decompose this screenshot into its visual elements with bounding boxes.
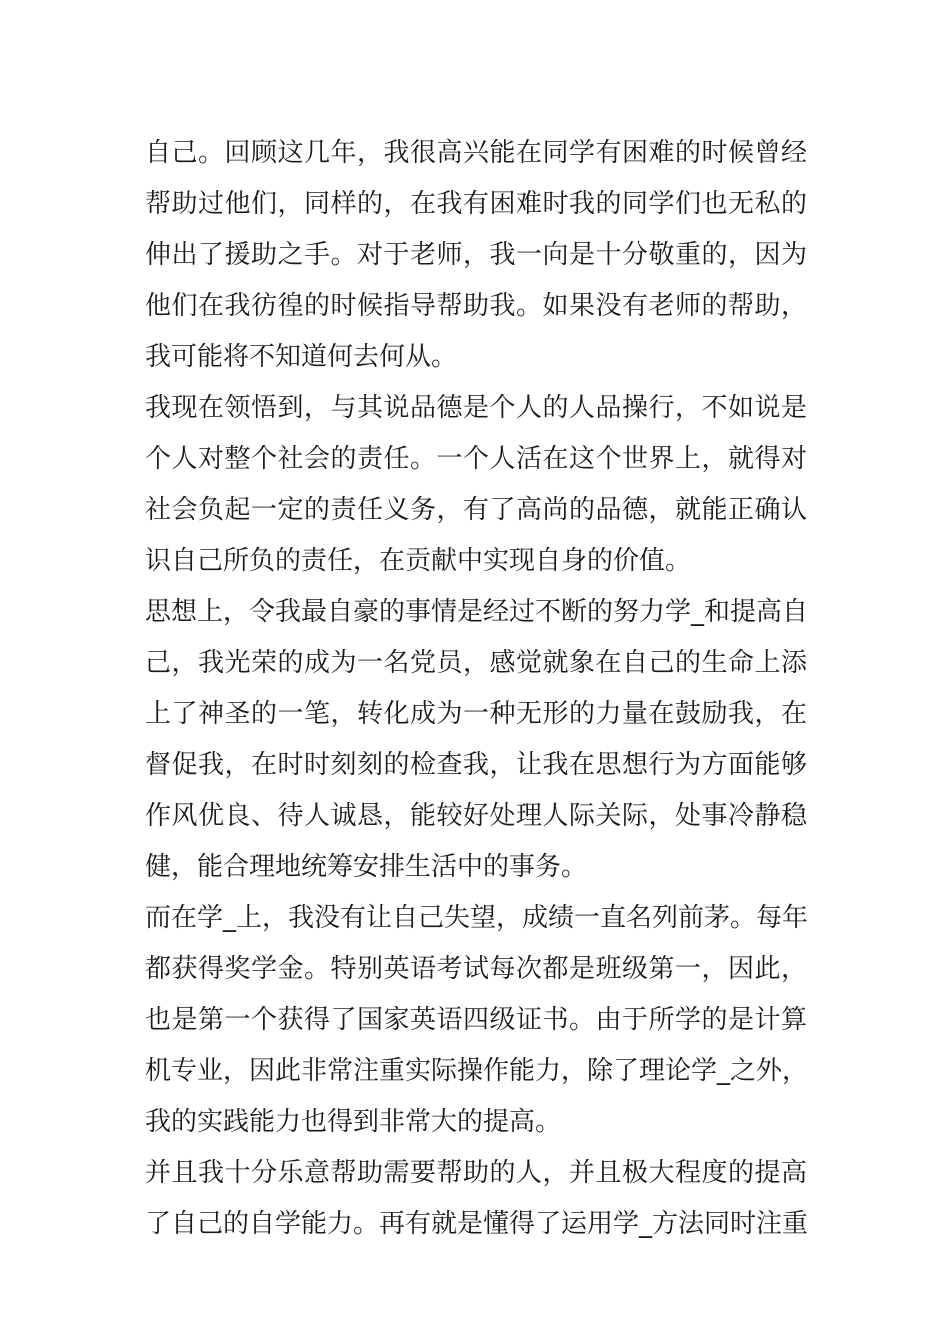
paragraph-5 xyxy=(145,1148,807,1250)
text-line: 伸出了援助之手。对于老师，我一向是十分敬重的，因为 xyxy=(145,240,807,270)
text-line: 而在学_上，我没有让自己失望，成绩一直名列前茅。每年 xyxy=(145,903,809,933)
text-line: 帮助过他们，同样的，在我有困难时我的同学们也无私的 xyxy=(145,189,807,219)
text-line: 都获得奖学金。特别英语考试每次都是班级第一，因此， xyxy=(145,954,807,984)
text-line: 己，我光荣的成为一名党员，感觉就象在自己的生命上添 xyxy=(145,648,807,678)
paragraph-2 xyxy=(145,383,807,587)
text-line: 并且我十分乐意帮助需要帮助的人，并且极大程度的提高 xyxy=(145,1158,807,1188)
text-line: 自己。回顾这几年，我很高兴能在同学有困难的时候曾经 xyxy=(145,138,807,168)
text-line: 他们在我彷徨的时候指导帮助我。如果没有老师的帮助， xyxy=(145,291,807,321)
paragraph-1 xyxy=(145,128,807,383)
text-line: 作风优良、待人诚恳，能较好处理人际关际，处事冷静稳 xyxy=(145,801,807,831)
text-line: 督促我，在时时刻刻的检查我，让我在思想行为方面能够 xyxy=(145,750,807,780)
text-line: 我的实践能力也得到非常大的提高。 xyxy=(145,1107,562,1137)
text-line: 识自己所负的责任，在贡献中实现自身的价值。 xyxy=(145,546,692,576)
text-line: 我现在领悟到，与其说品德是个人的人品操行，不如说是 xyxy=(145,393,807,423)
text-line: 机专业，因此非常注重实际操作能力，除了理论学_之外， xyxy=(145,1056,809,1086)
text-line: 思想上，令我最自豪的事情是经过不断的努力学_和提高自 xyxy=(145,597,809,627)
paragraph-3 xyxy=(145,587,807,893)
text-line: 社会负起一定的责任义务，有了高尚的品德，就能正确认 xyxy=(145,495,807,525)
text-line: 个人对整个社会的责任。一个人活在这个世界上，就得对 xyxy=(145,444,807,474)
text-line: 我可能将不知道何去何从。 xyxy=(145,342,458,372)
text-line: 健，能合理地统筹安排生活中的事务。 xyxy=(145,852,588,882)
document-page xyxy=(145,128,807,1250)
paragraph-4 xyxy=(145,893,807,1148)
text-line: 也是第一个获得了国家英语四级证书。由于所学的是计算 xyxy=(145,1005,807,1035)
text-line: 上了神圣的一笔，转化成为一种无形的力量在鼓励我，在 xyxy=(145,699,807,729)
text-line: 了自己的自学能力。再有就是懂得了运用学_方法同时注重 xyxy=(145,1209,809,1239)
